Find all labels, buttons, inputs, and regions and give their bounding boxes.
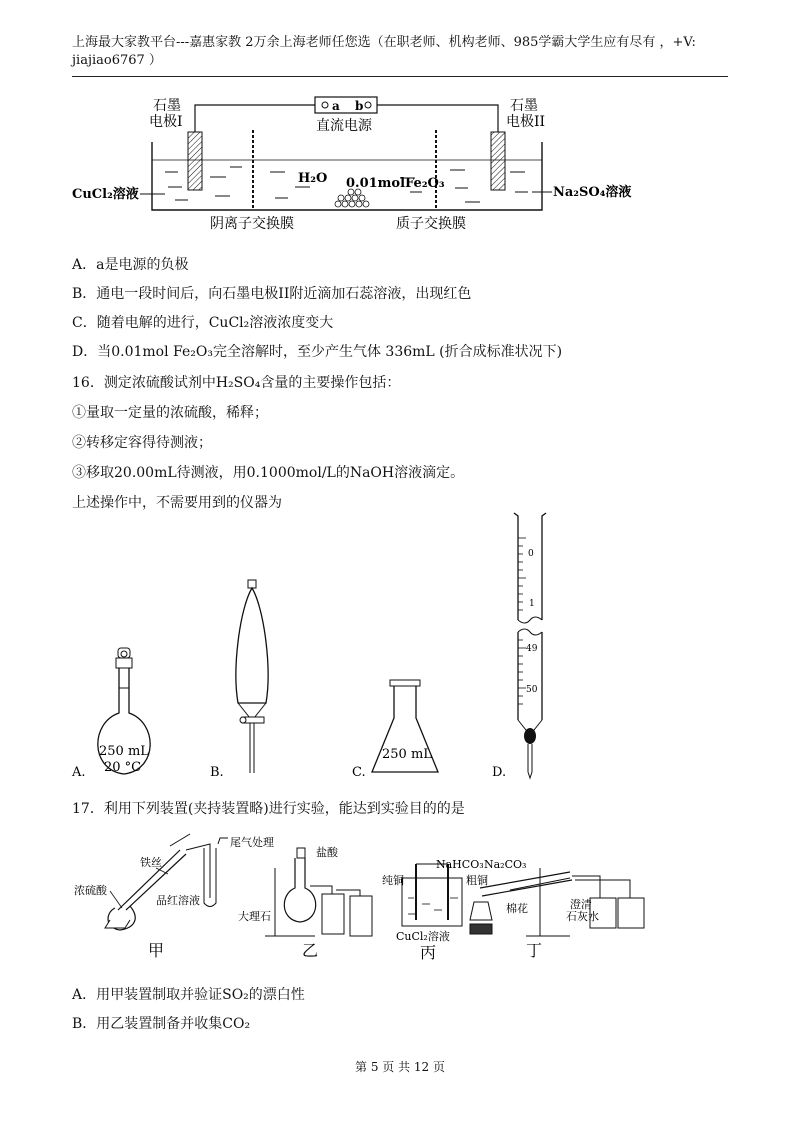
q16-option-b-label: B. <box>210 765 224 780</box>
q17-apparatus-figure <box>70 828 650 968</box>
yi-label-marble: 大理石 <box>238 910 271 923</box>
q16-apparatus-figure <box>70 508 570 788</box>
fe2o3-label: 0.01molFe₂O₃ <box>346 176 445 191</box>
jia-label-magenta: 品红溶液 <box>156 894 200 907</box>
yi-name: 乙 <box>302 941 319 960</box>
terminal-a <box>322 102 328 108</box>
jia-label-tail-gas: 尾气处理 <box>230 836 274 849</box>
electrode-left-line1: 石墨 <box>153 98 181 114</box>
volumetric-flask <box>98 648 150 775</box>
burette-tick-1: 1 <box>529 599 535 609</box>
page-header <box>72 34 732 70</box>
ding-label-cotton: 棉花 <box>506 902 528 915</box>
ding-label-nahco3: NaHCO₃ <box>436 858 484 871</box>
ding-label-limewater: 石灰水 <box>566 910 599 923</box>
bing-label-pure-cu: 纯铜 <box>382 874 404 887</box>
q15-option-a: A．a是电源的负极 <box>72 257 189 273</box>
jia-label-iron-wire: 铁丝 <box>140 856 162 869</box>
conical-volume-text: 250 mL <box>382 747 432 762</box>
page-footer: 第 5 页 共 12 页 <box>355 1060 445 1074</box>
q16-question: 上述操作中，不需要用到的仪器为 <box>72 495 282 511</box>
flask-volume-text: 250 mL <box>99 744 149 759</box>
electrode-right-line2: 电极II <box>506 114 546 130</box>
burette-stopcock <box>524 728 536 744</box>
right-solution-label: Na₂SO₄溶液 <box>553 185 632 200</box>
burette-tick-50: 50 <box>526 685 538 695</box>
q16-option-d-label: D. <box>492 765 507 780</box>
terminal-b <box>365 102 371 108</box>
power-a-label: a <box>332 99 340 113</box>
header-rule <box>72 76 728 77</box>
q15-option-d: D．当0.01mol Fe₂O₃完全溶解时，至少产生气体 336mL (折合成标准状况下) <box>72 344 563 360</box>
q16-step-2: ②转移定容得待测液； <box>72 435 212 451</box>
membrane-right-label: 质子交换膜 <box>396 216 466 232</box>
q15-option-b: B．通电一段时间后，向石墨电极II附近滴加石蕊溶液，出现红色 <box>72 286 472 302</box>
burette-tick-49: 49 <box>526 644 538 654</box>
water-label: H₂O <box>298 171 328 186</box>
burette <box>514 513 546 778</box>
q16-option-c-label: C. <box>352 765 366 780</box>
electrode-right-line1: 石墨 <box>510 98 538 114</box>
jia-name: 甲 <box>148 941 165 960</box>
conical-flask <box>372 680 438 772</box>
q17-stem: 17．利用下列装置(夹持装置略)进行实验，能达到实验目的的是 <box>72 801 465 817</box>
header-line-2: jiajiao6767 ） <box>72 53 162 68</box>
electrode-right <box>491 132 505 190</box>
electrode-left <box>188 132 202 190</box>
q17-option-b: B．用乙装置制备并收集CO₂ <box>72 1016 251 1032</box>
power-b-label: b <box>355 99 364 113</box>
bing-label-crude-cu: 粗铜 <box>466 874 488 887</box>
q16-stem: 16．测定浓硫酸试剂中H₂SO₄含量的主要操作包括： <box>72 375 401 391</box>
ding-label-clear: 澄清 <box>570 898 592 911</box>
q16-option-a-label: A. <box>72 765 86 780</box>
bing-label-cucl2: CuCl₂溶液 <box>396 930 450 943</box>
apparatus-jia <box>74 834 274 960</box>
bing-name: 丙 <box>420 943 437 962</box>
q17-option-a: A．用甲装置制取并验证SO₂的漂白性 <box>72 987 305 1003</box>
yi-label-hcl: 盐酸 <box>316 846 338 859</box>
membrane-left-label: 阴离子交换膜 <box>210 216 294 232</box>
q15-option-c: C．随着电解的进行，CuCl₂溶液浓度变大 <box>72 315 334 331</box>
electrolysis-diagram <box>70 92 640 232</box>
power-label: 直流电源 <box>316 118 372 134</box>
q16-step-3: ③移取20.00mL待测液，用0.1000mol/L的NaOH溶液滴定。 <box>72 465 465 481</box>
separatory-funnel <box>236 580 268 773</box>
apparatus-yi <box>238 845 372 960</box>
burette-tick-0: 0 <box>528 549 534 559</box>
left-solution-label: CuCl₂溶液 <box>72 187 139 202</box>
q16-step-1: ①量取一定量的浓硫酸，稀释； <box>72 405 268 421</box>
fe2o3-pile <box>335 189 369 207</box>
jia-label-conc-sulfuric: 浓硫酸 <box>74 884 107 897</box>
flask-temp-text: 20 °C <box>104 760 142 775</box>
header-line-1: 上海最大家教平台---嘉惠家教 2万余上海老师任您选（在职老师、机构老师、985学霸大学生应有尽有 ，+V: <box>72 35 696 50</box>
electrode-left-line2: 电极I <box>149 114 183 130</box>
ding-name: 丁 <box>526 941 543 960</box>
ding-label-na2co3: Na₂CO₃ <box>484 858 527 871</box>
